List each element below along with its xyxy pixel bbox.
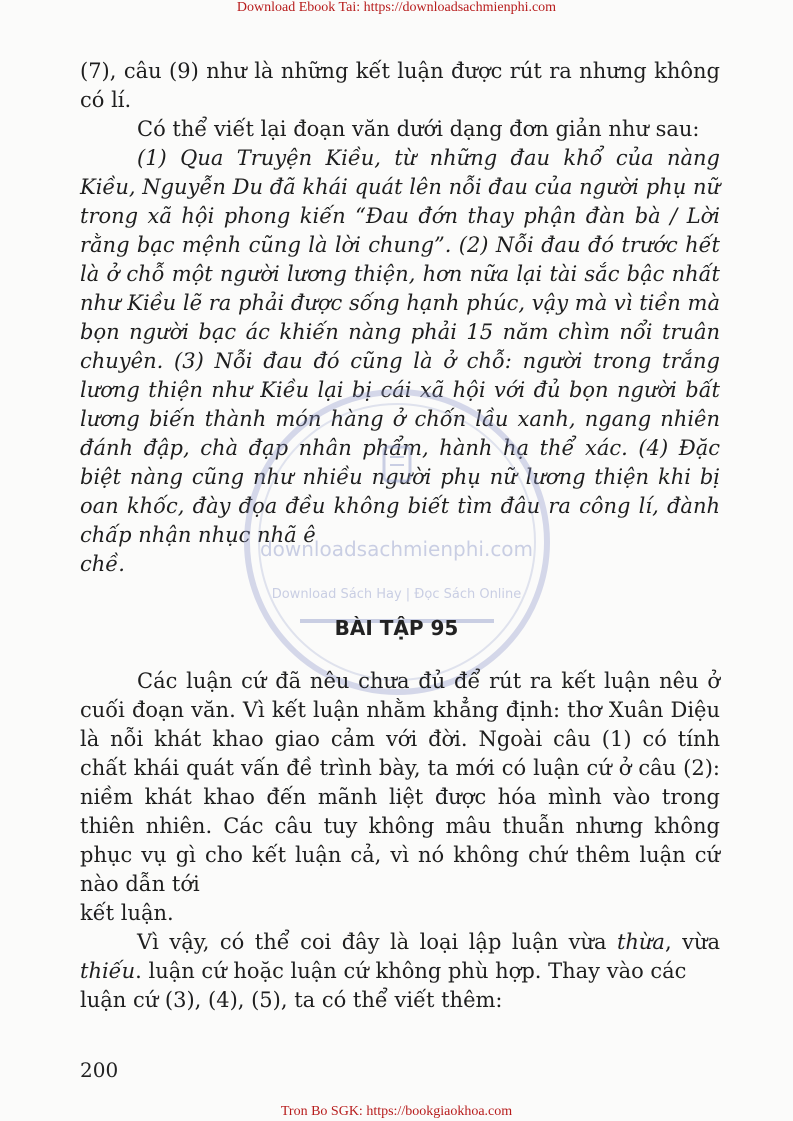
page-number: 200: [80, 1058, 119, 1082]
rewritten-paragraph-end: chề.: [80, 552, 125, 576]
paragraph: (7), câu (9) như là những kết luận được rút ra nhưng không có lí.: [80, 59, 720, 112]
answer-94-body: [80, 57, 720, 579]
exercise-heading: BÀI TẬP 95: [334, 616, 459, 640]
watermark-tagline-text: Download Sách Hay | Đọc Sách Online: [271, 587, 522, 602]
answer-95-body: [80, 667, 720, 1015]
header-download-link[interactable]: Download Ebook Tai: https://downloadsachmienphi.com: [236, 0, 557, 15]
paragraph: Có thể viết lại đoạn văn dưới dạng đơn giản như sau:: [137, 117, 700, 141]
footer-sgk-link[interactable]: Tron Bo SGK: https://bookgiaokhoa.com: [280, 1104, 513, 1119]
rewritten-paragraph: (1) Qua Truyện Kiều, từ những đau khổ của nàng Kiều, Nguyễn Du đã khái quát lên nỗi đau của người phụ nữ trong xã hội phong kiến “Đau đớn thay phận đàn bà / Lời rằng bạc mệnh cũng là lời chung”. (2) Nỗi đau đó trước hết là ở chỗ một người lương thiện, hơn nữa lại tài sắc bậc nhất như Kiều lẽ ra phải được sống hạnh phúc, vậy mà vì tiền mà bọn người bạc ác khiến nàng phải 15 năm chìm nổi truân chuyên. (3) Nỗi đau đó cũng là ở chỗ: người trong trắng lương thiện như Kiều lại bị cái xã hội với đủ bọn người bất lương biến thành món hàng ở chốn lầu xanh, ngang nhiên đánh đập, chà đạp nhân phẩm, hành hạ thể xác. (4) Đặc biệt nàng cũng như nhiều người phụ nữ lương thiện khi bị oan khốc, đày đọa đều không biết tìm đâu ra công lí, đành chấp nhận nhục nhã ê: [80, 146, 720, 547]
paragraph-end: luận cứ (3), (4), (5), ta có thể viết thêm:: [80, 988, 503, 1012]
paragraph-end: kết luận.: [80, 901, 174, 925]
paragraph: Các luận cứ đã nêu chưa đủ để rút ra kết luận nêu ở cuối đoạn văn. Vì kết luận nhằm khẳng định: thơ Xuân Diệu là nỗi khát khao giao cảm với đời. Ngoài câu (1) có tính chất khái quát vấn đề trình bày, ta mới có luận cứ ở câu (2): niềm khát khao đến mãnh liệt được hóa mình vào trong thiên nhiên. Các câu tuy không mâu thuẫn nhưng không phục vụ gì cho kết luận cả, vì nó không chứ thêm luận cứ nào dẫn tới: [80, 669, 720, 896]
watermark-site-text: downloadsachmienphi.com: [259, 537, 534, 561]
paragraph: Vì vậy, có thể coi đây là loại lập luận vừa thừa, vừa thiếu. luận cứ hoặc luận cứ không phù hợp. Thay vào các: [80, 930, 720, 983]
